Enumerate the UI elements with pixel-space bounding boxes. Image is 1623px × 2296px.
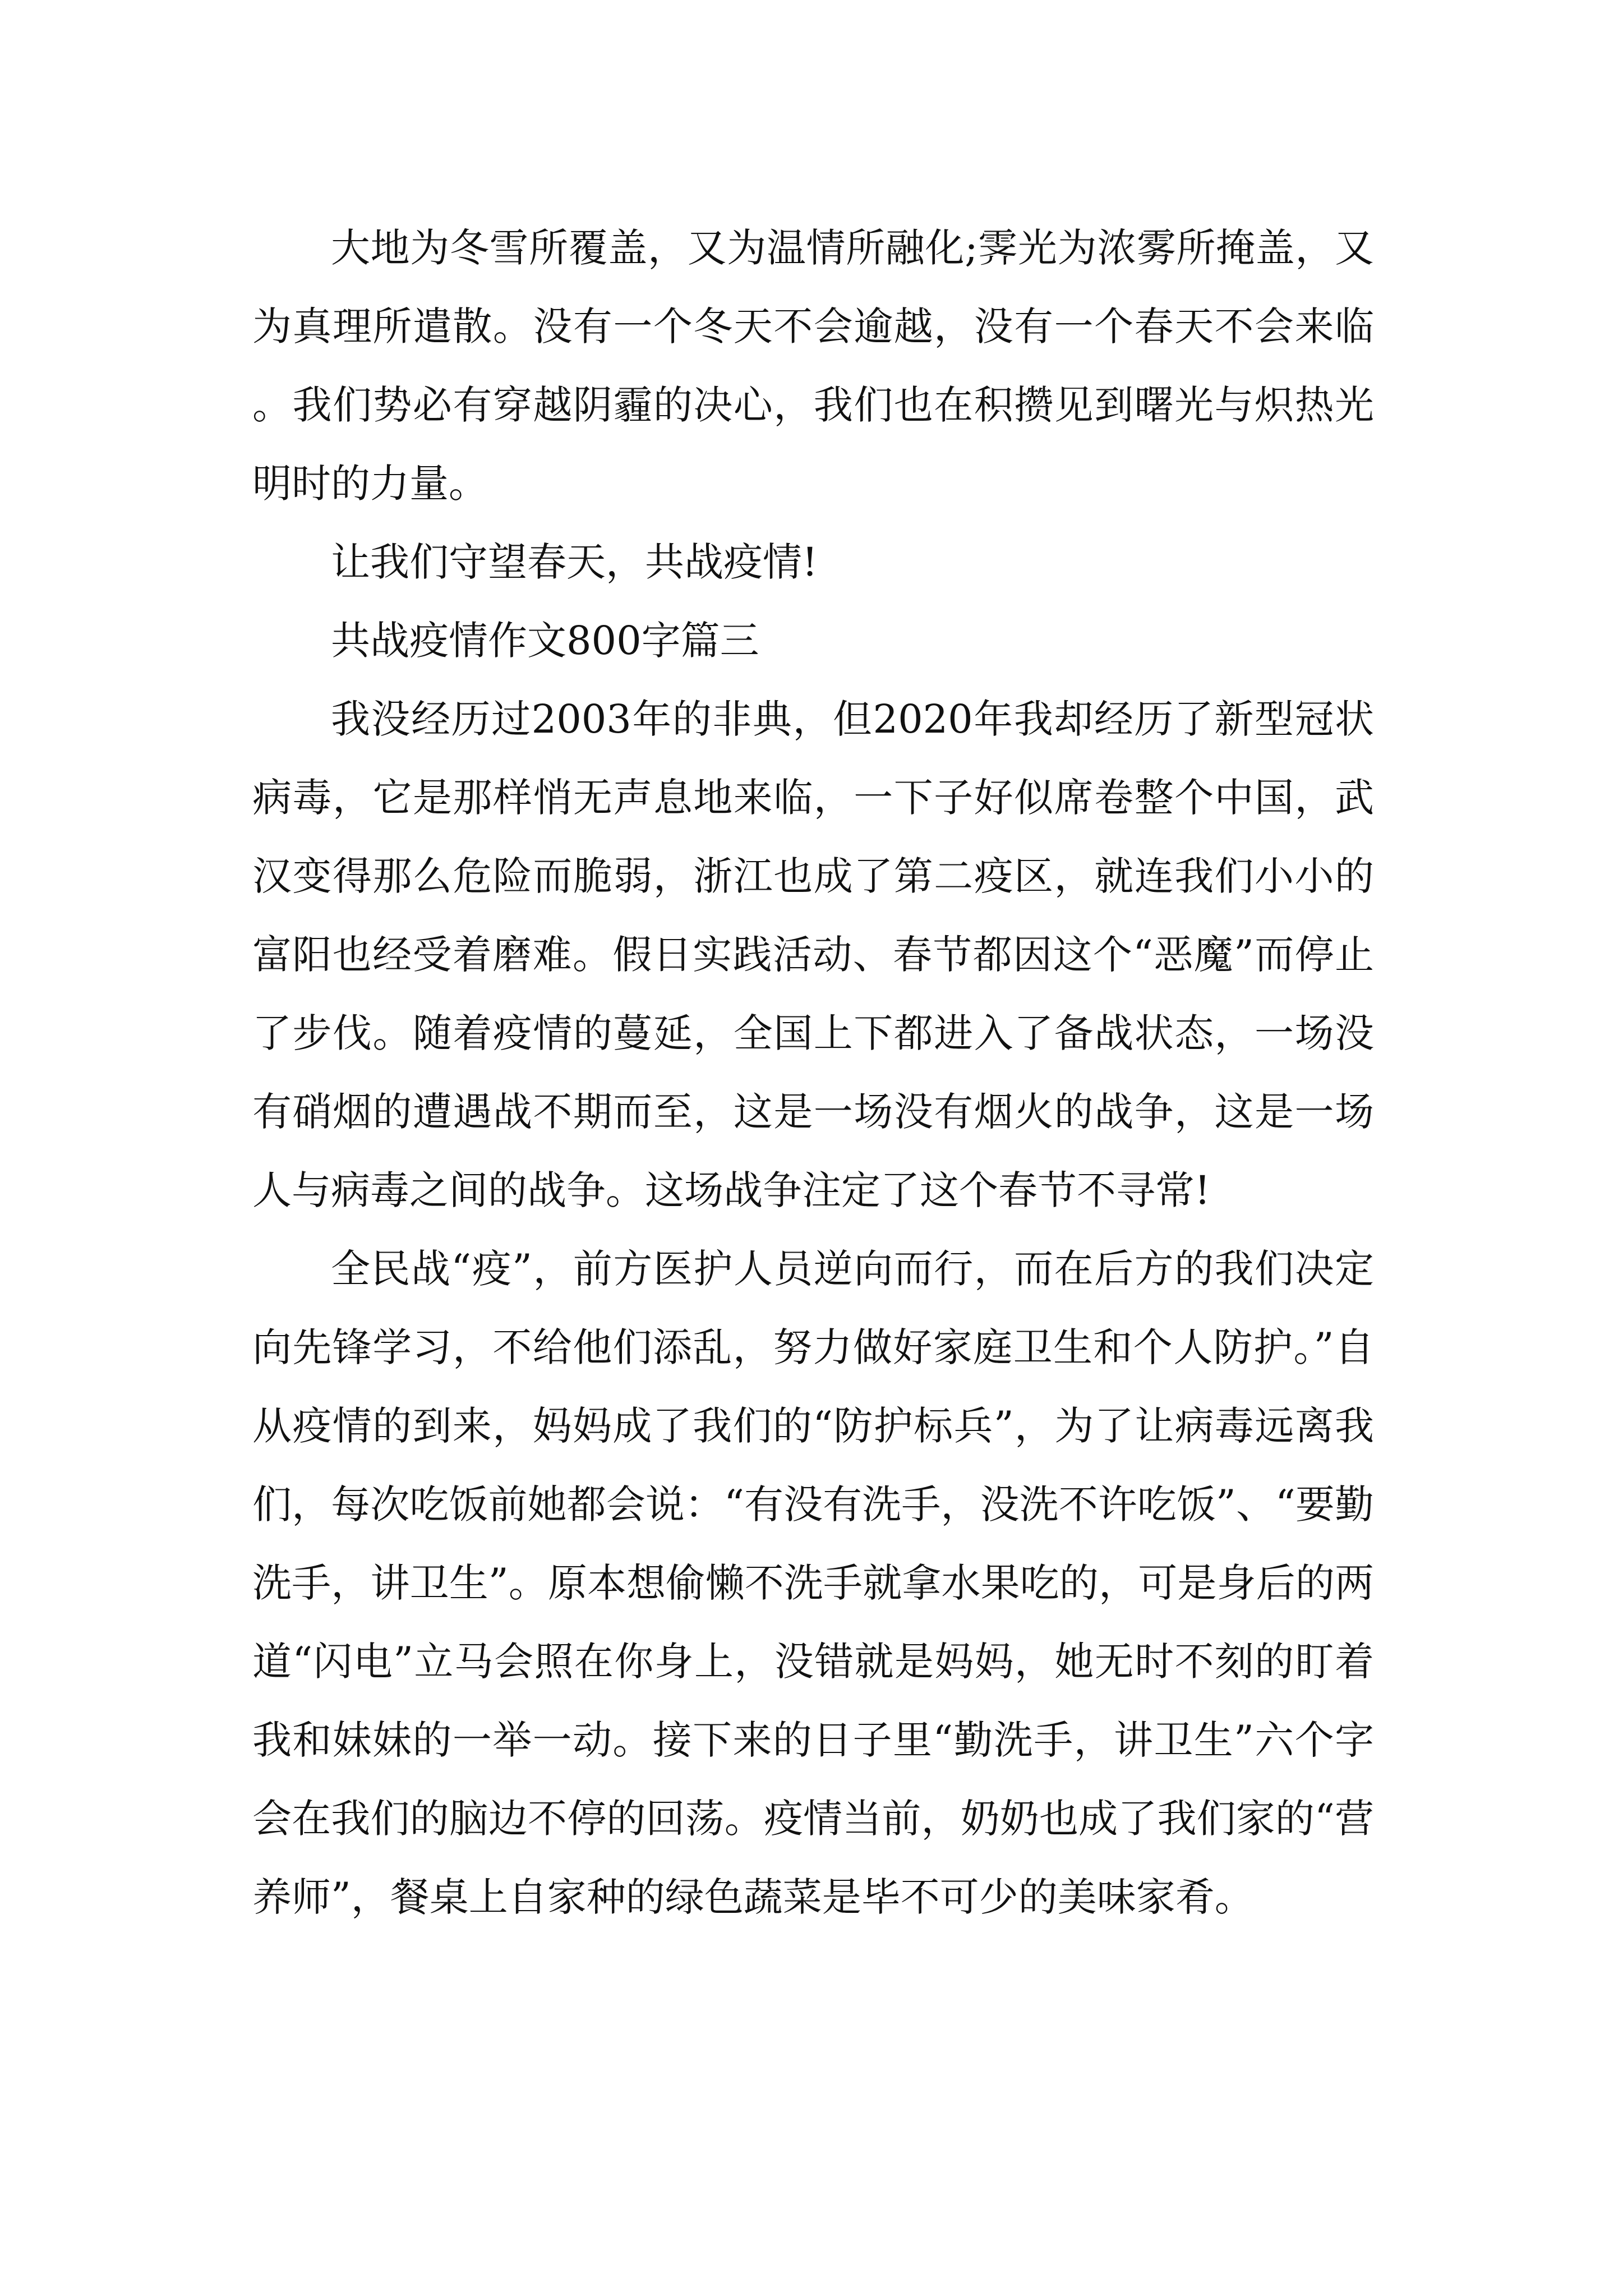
paragraph-4: 全民战“疫”，前方医护人员逆向而行，而在后方的我们决定向先锋学习，不给他们添乱，努力做好家庭卫生和个人防护。”自从疫情的到来，妈妈成了我们的“防护标兵”，为了让病毒远离我们，每次吃饭前她都会说：“有没有洗手，没洗不许吃饭”、“要勤洗手，讲卫生”。原本想偷懒不洗手就拿水果吃的，可是身后的两道“闪电”立马会照在你身上，没错就是妈妈，她无时不刻的盯着我和妹妹的一举一动。接下来的日子里“勤洗手，讲卫生”六个字会在我们的脑边不停的回荡。疫情当前，奶奶也成了我们家的“营养师”，餐桌上自家种的绿色蔬菜是毕不可少的美味家肴。	[252, 1246, 1374, 1920]
paragraph-2: 让我们守望春天，共战疫情!	[331, 539, 818, 585]
section-heading: 共战疫情作文800字篇三	[331, 618, 759, 664]
document-body	[252, 209, 1374, 1936]
paragraph-1: 大地为冬雪所覆盖，又为温情所融化;霁光为浓雾所掩盖，又为真理所遣散。没有一个冬天不会逾越，没有一个春天不会来临。我们势必有穿越阴霾的决心，我们也在积攒见到曙光与炽热光明时的力量。	[252, 225, 1374, 507]
paragraph-3: 我没经历过2003年的非典，但2020年我却经历了新型冠状病毒，它是那样悄无声息地来临，一下子好似席卷整个中国，武汉变得那么危险而脆弱，浙江也成了第二疫区，就连我们小小的富阳也经受着磨难。假日实践活动、春节都因这个“恶魔”而停止了步伐。随着疫情的蔓延，全国上下都进入了备战状态，一场没有硝烟的遭遇战不期而至，这是一场没有烟火的战争，这是一场人与病毒之间的战争。这场战争注定了这个春节不寻常!	[252, 696, 1374, 1213]
